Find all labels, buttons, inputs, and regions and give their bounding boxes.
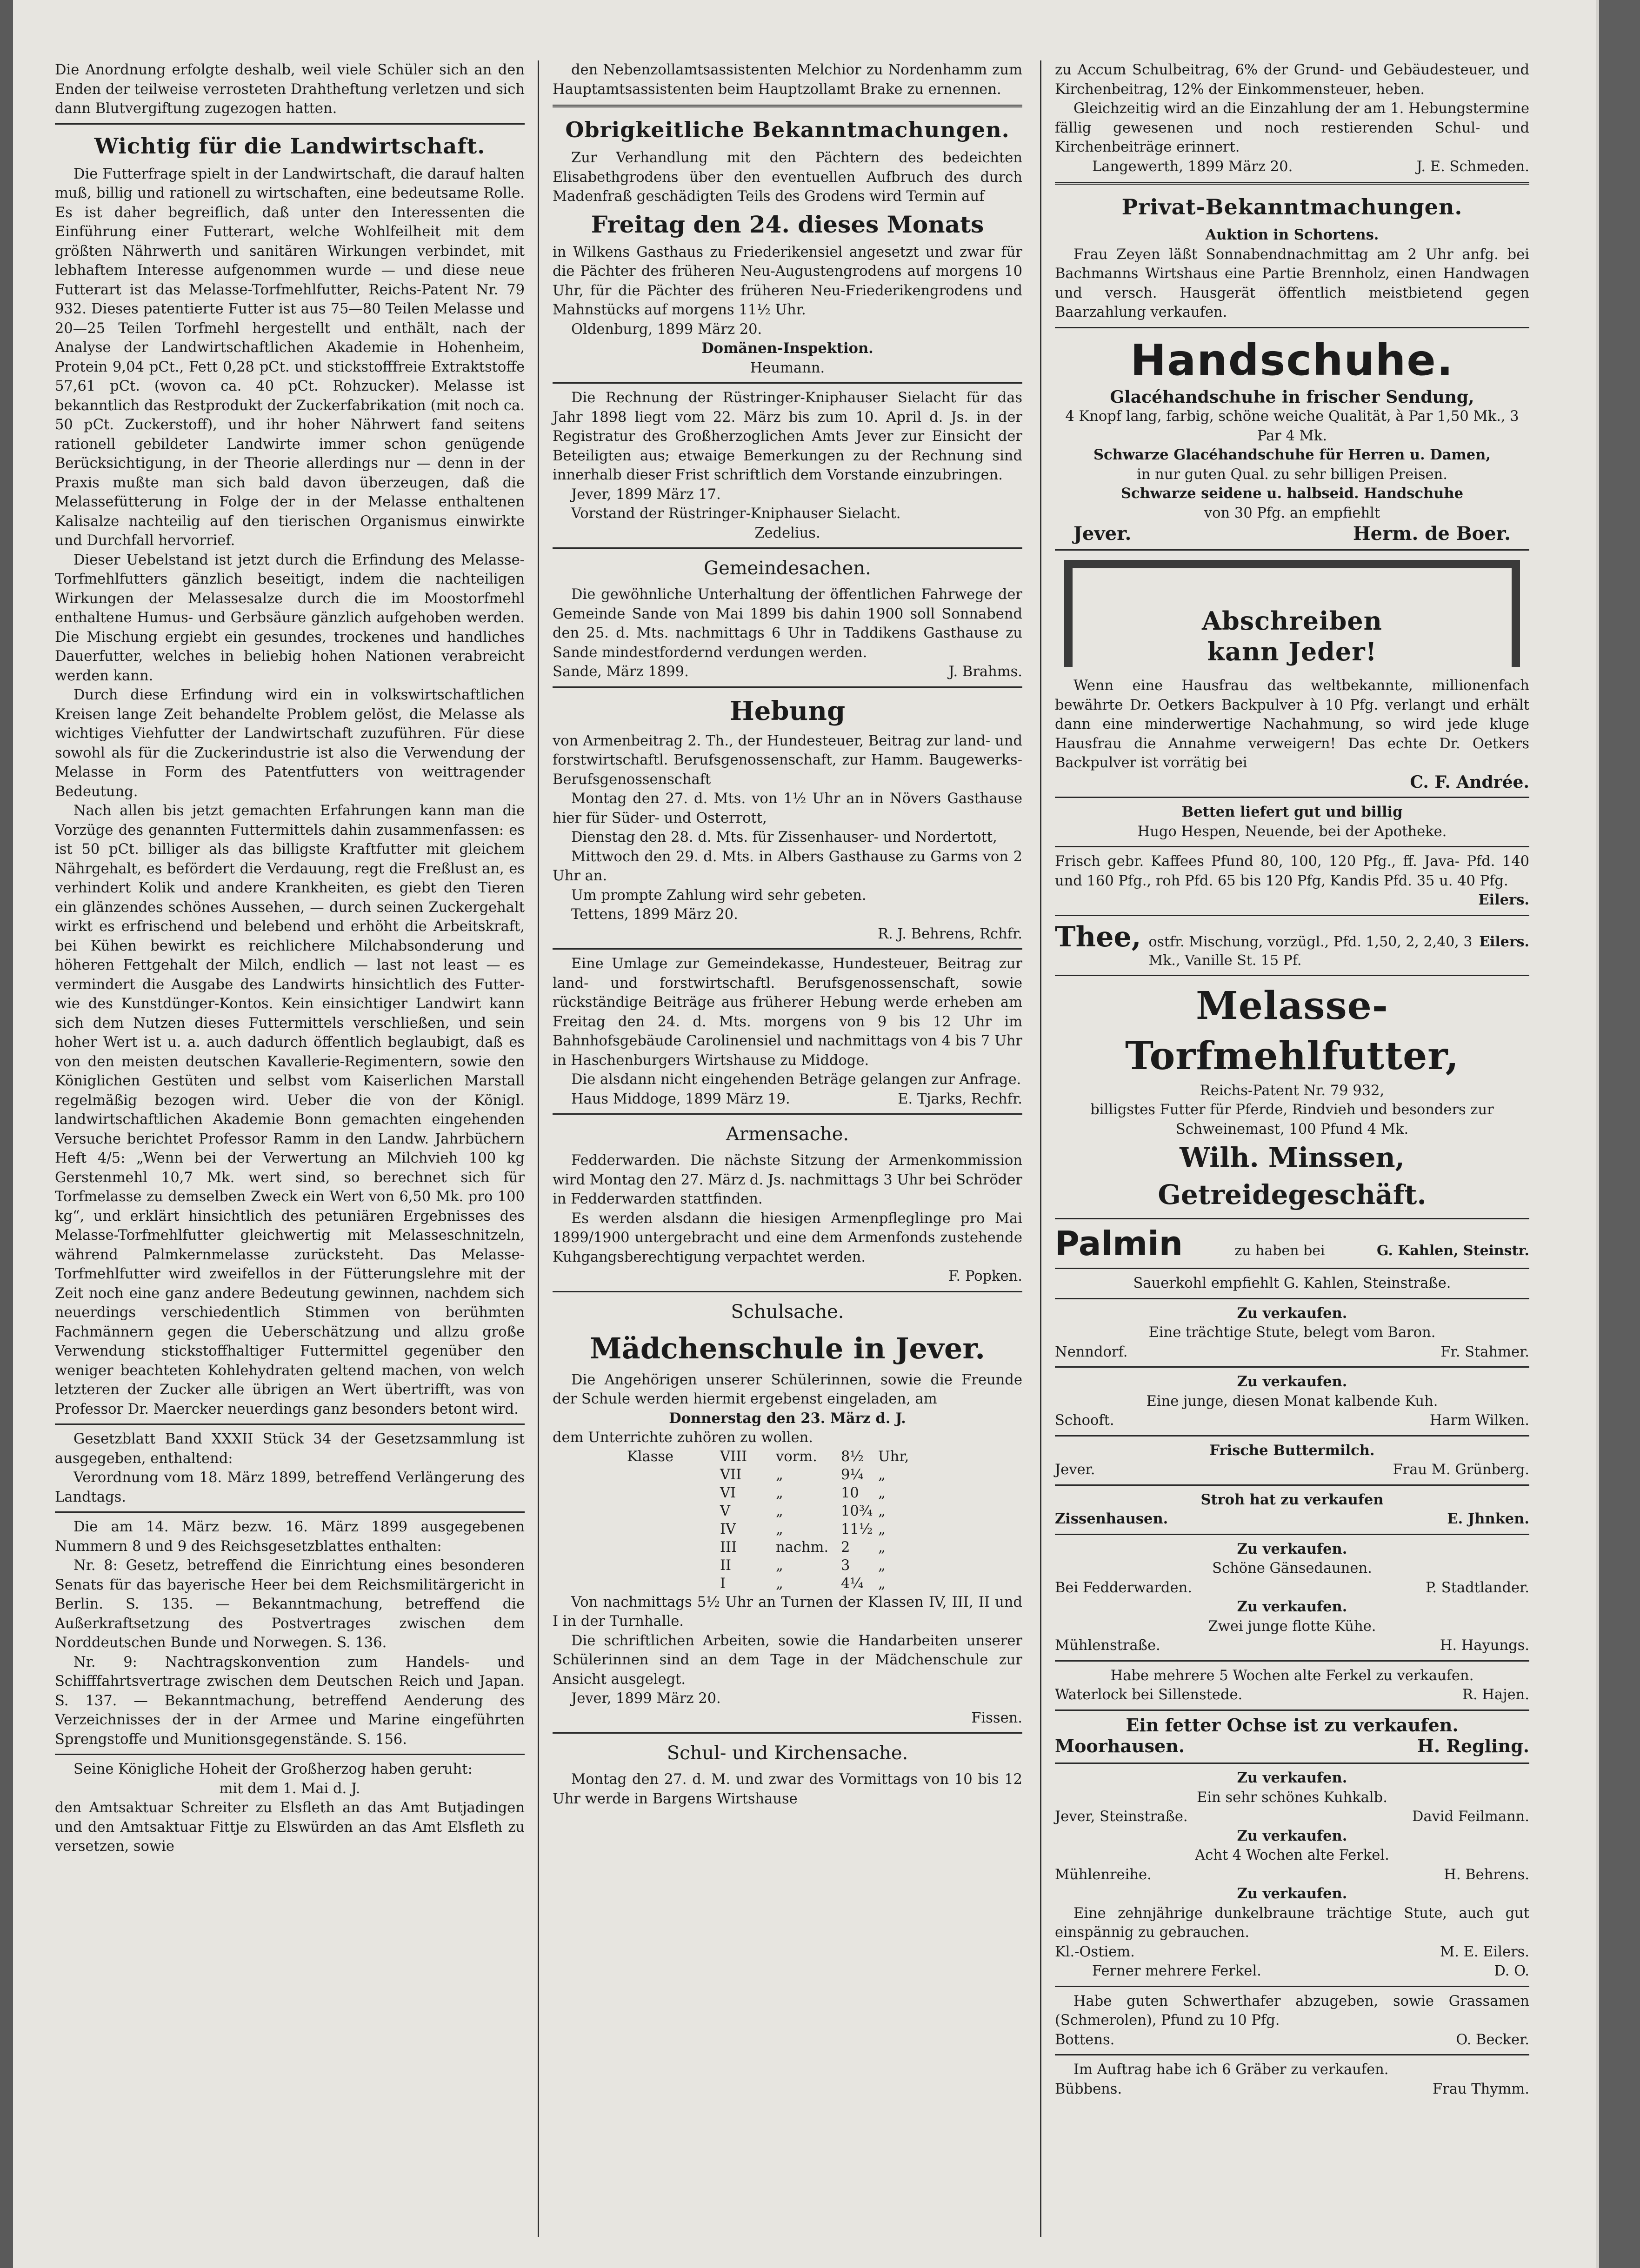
ad-place: Schooft.	[1055, 1412, 1114, 1429]
ad-signature: M. E. Eilers.	[1440, 1943, 1529, 1960]
schedule-cell: „	[776, 1503, 783, 1519]
section-title: Privat-Bekanntmachungen.	[1121, 194, 1463, 219]
divider	[1055, 2054, 1529, 2055]
schedule-cell: IV	[720, 1521, 736, 1537]
ad-text: Wenn eine Hausfrau das weltbekannte, millionenfach bewährte Dr. Oetkers Backpulver à 10 Pfg. verlangt und erhält dann eine minderwertige Nachahmung, so wird jede kluge Hausfrau die Annahme verweigern! Das echte Dr. Oetkers Backpulver ist vorrätig bei	[1055, 678, 1529, 771]
notice-org: Domänen-Inspektion.	[701, 340, 873, 357]
ad-title: Zu verkaufen.	[1237, 1540, 1347, 1557]
ad-signature: D. O.	[1494, 1963, 1529, 1979]
notice-text: Es werden alsdann die hiesigen Armenpfleglinge pro Mai 1899/1900 untergebracht und eine dem Armenfonds zustehende Kuhgangsberechtigung verpachtet werden.	[553, 1210, 1022, 1265]
ad-signature: C. F. Andrée.	[1410, 772, 1529, 792]
schedule-cell	[627, 1556, 720, 1575]
divider	[1055, 1709, 1529, 1711]
divider	[553, 1291, 1022, 1292]
section-title: Schul- und Kirchensache.	[667, 1743, 908, 1764]
notice-text: dem Unterrichte zuhören zu wollen.	[553, 1430, 813, 1446]
notice-signature: J. Brahms.	[948, 664, 1022, 680]
notice-text: Mittwoch den 29. d. Mts. in Albers Gasthause zu Garms von 2 Uhr an.	[553, 848, 1022, 884]
notice-text: Eine Umlage zur Gemeindekasse, Hundesteuer, Beitrag zur land- und forstwirtschaftl. Berufsgenossenschaft, sowie rückständige Beiträge aus früherer Hebung werde erheben am Freitag den 24. d. Mts. morgens von 9 bis 12 Uhr im Bahnhofsgebäude Carolinensiel und nachmittags von 4 bis 7 Uhr in Haschenburgers Wirtshause zu Middoge.	[553, 956, 1022, 1069]
ad-place: Bottens.	[1055, 2031, 1115, 2048]
notice-text: Fedderwarden. Die nächste Sitzung der Armenkommission wird Montag den 27. März d. Js. nachmittags 3 Uhr bei Schröder in Fedderwarden stattfinden.	[553, 1152, 1022, 1207]
ad-place: Bei Fedderwarden.	[1055, 1579, 1192, 1596]
schedule-cell	[627, 1502, 720, 1520]
notice-text: zu Accum Schulbeitrag, 6% der Grund- und Gebäudesteuer, und Kirchenbeitrag, 12% der Einkommensteuer, heben.	[1055, 62, 1529, 98]
notice-text: Gleichzeitig wird an die Einzahlung der am 1. Hebungstermine fällig gewesenen und noch restierenden Schul- und Kirchenbeiträge erinnert.	[1055, 100, 1529, 155]
notice-text: in Wilkens Gasthaus zu Friederikensiel angesetzt und zwar für die Pächter des früheren Neu-Augustengrodens auf morgens 10 Uhr, für die Pächter des früheren Neu-Friederikengrodens und Mahnstücks auf morgens 11½ Uhr.	[553, 244, 1022, 318]
ad-text: von 30 Pfg. an empfiehlt	[1204, 505, 1380, 521]
notice-signature: Fissen.	[971, 1709, 1022, 1726]
notice-text: Von nachmittags 5½ Uhr an Turnen der Klassen IV, III, II und I in der Turnhalle.	[553, 1594, 1022, 1630]
ad-signature: P. Stadtlander.	[1426, 1579, 1529, 1596]
ad-footer	[1055, 2030, 1529, 2050]
ad-place: Bübbens.	[1055, 2081, 1122, 2097]
ad-signature: E. Jhnken.	[1447, 1510, 1529, 1527]
divider	[1055, 797, 1529, 798]
notice-signature: Zedelius.	[754, 525, 820, 541]
ad-signature: Harm Wilken.	[1429, 1412, 1529, 1429]
notice-text: Zur Verhandlung mit den Pächtern des bedeichten Elisabethgrodens über den eventuellen Aufbruch des durch Madenfraß geschädigten Teils des Grodens wird Termin auf	[553, 150, 1022, 205]
ad-footer	[1055, 1411, 1529, 1430]
section-title: Schulsache.	[731, 1301, 844, 1323]
notice-date: Freitag den 24. dieses Monats	[591, 210, 984, 238]
article-paragraph: Nach allen bis jetzt gemachten Erfahrungen kann man die Vorzüge des genannten Futtermittels dahin zusammenfassen: es ist 50 pCt. billiger als das billigste Kraftfutter mit gleichem Nährgehalt, es befördert die Verdauung, regt die Freßlust an, es verhindert Kolik und andere Krankheiten, es giebt den Tieren ein glänzendes schönes Aussehen, — durch seinen Zuckergehalt wirkt es erfrischend und belebend und erhöht die Arbeitskraft, bei Kühen bewirkt es reichlichere Milchabsonderung und höheren Fettgehalt der Milch, endlich — last not least — es vermindert die Ausgabe des Landwirts hinsichtlich des Futter- wie des Kunstdünger-Kontos. Kein einsichtiger Landwirt kann sich dem Nutzen dieses Futtermittels verschließen, und sein hoher Wert ist u. a. auch dadurch öffentlich beglaubigt, daß es von den meisten deutschen Kavallerie-Regimentern, sowie den Königlichen Gestüten und selbst vom Kaiserlichen Marstall regelmäßig bezogen wird. Ueber die von der Königl. landwirtschaftlichen Akademie Bonn gemachten eingehenden Versuche berichtet Professor Ramm in den Landw. Jahrbüchern Heft 4/5: „Wenn bei der Verwertung an Milchvieh 100 kg Gerstenmehl 10,7 Mk. wert sind, so berechnet sich für Torfmelasse zu demselben Zweck ein Wert von 6,50 Mk. pro 100 kg“, und erklärt hinsichtlich des petuniären Ergebnisses des Melasse-Torfmehlfutter gleichwertig mit Melasseschnitzeln, während Palmkernmelasse zurücksteht. Das Melasse-Torfmehlfutter wird zweifellos in der Fütterungslehre mit der Zeit noch eine ganz andere Bedeutung gewinnen, nachdem sich neuerdings verschiedentlich Stimmen von berühmten Fachmännern gegen die Ueberschätzung und allzu große Verwendung stickstoffhaltiger Futtermittel gegenüber den weniger beachteten Kohlehydraten geltend machen, von welch letzteren der Zucker alle übrigen an Wert übertrifft, was von Professor Dr. Maercker neuerdings ganz besonders betont wird.	[55, 803, 525, 1417]
scan-margin	[1599, 0, 1640, 2268]
article-paragraph: Die Futterfrage spielt in der Landwirtschaft, die darauf halten muß, billig und rationell zu wirtschaften, eine bedeutsame Rolle. Es ist daher begreiflich, daß unter den Interessenten die Einführung einer Futterart, welche Wohlfeilheit mit dem größten Nährwerth und sanitären Wirkungen verbindet, mit lebhaftem Interesse aufgenommen wurde — und diese neue Futterart ist das Melasse-Torfmehlfutter, Reichs-Patent Nr. 79 932. Dieses patentierte Futter ist aus 75—80 Teilen Melasse und 20—25 Teilen Torfmehl hergestellt und enthält, nach der Analyse der Landwirtschaftlichen Akademie in Hohenheim, Protein 9,04 pCt., Fett 0,28 pCt. und stickstofffreie Extraktstoffe 57,61 pCt. (wovon ca. 40 pCt. Rohzucker). Melasse ist bekanntlich das Restprodukt der Zuckerfabrikation (mit noch ca. 50 pCt. Zuckerstoff), und ihr hoher Nährwert fand seitens rationell gebildeter Landwirte immer schon genügende Berücksichtigung, in der Theorie allerdings nur — denn in der Praxis mußte man sich bald davon überzeugen, daß die Melassefütterung in Folge der in der Melasse enthaltenen Kalisalze nachteilig auf den tierischen Organismus einwirkte und Durchfall hervorrief.	[55, 166, 525, 549]
notice-text: Montag den 27. d. Mts. von 1½ Uhr an in Növers Gasthause hier für Süder- und Osterrott,	[553, 791, 1022, 826]
ad-title: Zu verkaufen.	[1237, 1598, 1347, 1615]
ad-tea	[1055, 921, 1529, 970]
ad-title: Auktion in Schortens.	[1205, 226, 1379, 243]
section-title: Gemeindesachen.	[704, 558, 871, 579]
class-schedule	[627, 1448, 1022, 1593]
gesetz-notice: Nr. 9: Nachtragskonvention zum Handels- und Schifffahrtsvertrage zwischen dem Deutschen Reich und Japan. S. 137. — Bekanntmachung, betreffend Aenderung des Verzeichnisses der in der Armee und Marine eingeführten Sprengstoffe und Munitionsgegenstände. S. 156.	[55, 1654, 525, 1748]
notice-signature: J. E. Schmeden.	[1416, 158, 1529, 175]
ad-signature: David Feilmann.	[1412, 1809, 1529, 1825]
ad-text: Schwarze seidene u. halbseid. Handschuhe	[1120, 485, 1464, 502]
ad-frame	[1064, 560, 1520, 605]
ad-signature: Herm. de Boer.	[1353, 523, 1511, 545]
divider	[1055, 1484, 1529, 1486]
divider	[1055, 1534, 1529, 1535]
divider	[1055, 549, 1529, 551]
notice-footer	[1055, 157, 1529, 177]
ad-title: Zu verkaufen.	[1237, 1769, 1347, 1786]
ad-footer	[1055, 1942, 1529, 1962]
ad-signature: R. Hajen.	[1462, 1687, 1529, 1703]
schedule-cell	[627, 1575, 720, 1593]
notice-text: Dienstag den 28. d. Mts. für Zissenhauser- und Nordertott,	[571, 829, 997, 845]
schedule-cell: 8½	[841, 1448, 864, 1465]
ad-place: Nenndorf.	[1055, 1344, 1128, 1360]
notice-footer	[553, 1090, 1022, 1109]
divider	[1055, 915, 1529, 916]
ad-title: Ein fetter Ochse ist zu verkaufen.	[1126, 1714, 1459, 1736]
divider	[1055, 1268, 1529, 1269]
ad-place: Jever.	[1055, 1462, 1095, 1478]
ad-text: ostfr. Mischung, vorzügl., Pfd. 1,50, 2, 2,40, 3 Mk., Vanille St. 15 Pf.	[1148, 933, 1473, 969]
ad-signature: Eilers.	[1478, 891, 1529, 908]
divider	[1055, 182, 1529, 185]
gesetz-notice: Verordnung vom 18. März 1899, betreffend Verlängerung des Landtags.	[55, 1470, 525, 1505]
schedule-cell: 2	[841, 1539, 850, 1556]
notice-place: Tettens, 1899 März 20.	[571, 906, 738, 923]
divider	[553, 1113, 1022, 1115]
divider	[1055, 1298, 1529, 1299]
divider	[553, 686, 1022, 688]
grossherzog-notice: den Amtsaktuar Schreiter zu Elsfleth an das Amt Butjadingen und den Amtsaktuar Fittje zu Elswürden an das Amt Elsfleth zu versetzen, sowie	[55, 1800, 525, 1855]
ad-place: Mühlenstraße.	[1055, 1637, 1160, 1654]
ad-headline: kann Jeder!	[1207, 637, 1377, 666]
divider	[1055, 975, 1529, 976]
ad-text: Habe mehrere 5 Wochen alte Ferkel zu verkaufen.	[1110, 1667, 1474, 1684]
ad-text: Schwarze Glacéhandschuhe für Herren u. Damen,	[1093, 446, 1491, 463]
divider	[55, 1423, 525, 1425]
notice-place: Oldenburg, 1899 März 20.	[571, 321, 762, 338]
ad-footer	[1055, 1510, 1529, 1529]
schedule-cell: 10	[841, 1484, 859, 1501]
ad-place: Kl.-Ostiem.	[1055, 1943, 1135, 1960]
schedule-cell: „	[878, 1557, 886, 1574]
ad-signature: H. Hayungs.	[1440, 1637, 1529, 1654]
ad-footer	[1055, 1343, 1529, 1362]
notice-place: Jever, 1899 März 20.	[571, 1690, 721, 1707]
article-paragraph: Durch diese Erfindung wird ein in volkswirtschaftlichen Kreisen lange Zeit behandelte Problem gelöst, die Melasse als wichtiges Viehfutter der Landwirtschaft zuzuführen. Für diese sowohl als für die Zuckerindustrie ist also die Verwendung der Melasse in Form des Patentfutters von weittragender Bedeutung.	[55, 687, 525, 800]
divider	[553, 382, 1022, 384]
schedule-cell: „	[878, 1503, 886, 1519]
schedule-cell: „	[878, 1484, 886, 1501]
notice-text: Montag den 27. d. M. und zwar des Vormittags von 10 bis 12 Uhr werde in Bargens Wirtshause	[553, 1771, 1022, 1807]
divider	[553, 1732, 1022, 1734]
divider	[1055, 1763, 1529, 1764]
article-paragraph: Dieser Uebelstand ist jetzt durch die Erfindung des Melasse-Torfmehlfutters gänzlich beseitigt, indem die nachteiligen Wirkungen der Melassesalze durch die im Moostorfmehl enthaltene Humus- und Gerbsäure gänzlich aufgehoben werden. Die Mischung ergiebt ein gesundes, trockenes und handliches Dauerfutter, welches in beliebig hohen Nationen verabreicht werden kann.	[55, 552, 525, 684]
notice-text: Die schriftlichen Arbeiten, sowie die Handarbeiten unserer Schülerinnen sind an dem Tage in der Mädchenschule zur Ansicht ausgelegt.	[553, 1632, 1022, 1688]
ad-place: Waterlock bei Sillenstede.	[1055, 1687, 1243, 1703]
schedule-cell	[627, 1538, 720, 1556]
ad-title: Frische Buttermilch.	[1209, 1442, 1375, 1459]
column-rule	[1040, 60, 1041, 2237]
ad-text: Ferner mehrere Ferkel.	[1092, 1963, 1261, 1979]
ad-headline: Wilh. Minssen, Getreidegeschäft.	[1158, 1142, 1427, 1210]
ad-place: Jever, Steinstraße.	[1055, 1809, 1188, 1825]
divider	[55, 123, 525, 125]
ad-headline: Melasse-Torfmehlfutter,	[1125, 983, 1460, 1078]
notice-text: von Armenbeitrag 2. Th., der Hundesteuer, Beitrag zur land- und forstwirtschaftl. Berufsgenossenschaft, zur Hamm. Baugewerks-Berufsgenossenschaft	[553, 732, 1022, 788]
column-rule	[538, 60, 539, 2237]
grossherzog-date: mit dem 1. Mai d. J.	[219, 1780, 360, 1797]
ad-place: Zissenhausen.	[1055, 1510, 1168, 1527]
ad-signature: O. Becker.	[1456, 2031, 1529, 2048]
ad-footer	[1055, 1636, 1529, 1656]
schedule-cell: „	[776, 1521, 783, 1537]
ad-signature: G. Kahlen, Steinstr.	[1376, 1243, 1529, 1259]
ad-title: Stroh hat zu verkaufen	[1200, 1491, 1384, 1508]
divider	[1055, 1435, 1529, 1437]
ad-text: billigstes Futter für Pferde, Rindvieh und besonders zur Schweinemast, 100 Pfund 4 Mk.	[1090, 1102, 1494, 1137]
ad-footer	[1055, 1578, 1529, 1598]
column-3	[1055, 60, 1529, 2099]
notice-place: Langewerth, 1899 März 20.	[1092, 158, 1293, 175]
article-title: Wichtig für die Landwirtschaft.	[94, 133, 486, 159]
ad-text: Habe guten Schwerthafer abzugeben, sowie Grassamen (Schmerolen), Pfund zu 10 Pfg.	[1055, 1993, 1529, 2029]
schedule-cell: 9¼	[841, 1466, 864, 1483]
ad-frame-body	[1064, 605, 1520, 667]
ad-text: zu haben bei	[1234, 1243, 1325, 1259]
schedule-cell: Klasse	[627, 1448, 674, 1465]
divider	[1055, 1986, 1529, 1987]
ad-title: Zu verkaufen.	[1237, 1827, 1347, 1844]
divider	[553, 547, 1022, 549]
ad-text: Hugo Hespen, Neuende, bei der Apotheke.	[1137, 823, 1447, 840]
notice-place: Haus Middoge, 1899 März 19.	[571, 1091, 790, 1107]
section-title: Obrigkeitliche Bekanntmachungen.	[565, 117, 1010, 142]
ad-text: Acht 4 Wochen alte Ferkel.	[1195, 1847, 1389, 1863]
ad-text: Betten liefert gut und billig	[1181, 804, 1403, 820]
ad-text: 4 Knopf lang, farbig, schöne weiche Qualität, à Par 1,50 Mk., 3 Par 4 Mk.	[1065, 408, 1519, 444]
schedule-cell	[627, 1484, 720, 1502]
schedule-cell: „	[776, 1575, 783, 1592]
notice-text: Die Angehörigen unserer Schülerinnen, sowie die Freunde der Schule werden hiermit ergebenst eingeladen, am	[553, 1371, 1022, 1407]
ad-signature: Frau M. Grünberg.	[1393, 1462, 1529, 1478]
schedule-cell: „	[776, 1484, 783, 1501]
notice-date: Donnerstag den 23. März d. J.	[669, 1410, 906, 1427]
schedule-cell: nachm.	[776, 1539, 829, 1556]
schedule-cell: „	[878, 1466, 886, 1483]
gesetz-notice: Die am 14. März bezw. 16. März 1899 ausgegebenen Nummern 8 und 9 des Reichsgesetzblattes enthalten:	[55, 1519, 525, 1555]
ad-footer	[1055, 1685, 1529, 1705]
ad-signature: Fr. Stahmer.	[1440, 1344, 1529, 1360]
ad-place: Jever.	[1073, 523, 1132, 545]
notice-place: Jever, 1899 März 17.	[571, 486, 721, 503]
notice-signature: Heumann.	[750, 359, 825, 376]
notice-org: Vorstand der Rüstringer-Kniphauser Sielacht.	[571, 505, 901, 522]
ad-footer	[1055, 1962, 1529, 1981]
schedule-cell: 3	[841, 1557, 850, 1574]
ad-footer	[1055, 523, 1529, 545]
column-1	[55, 60, 525, 1856]
schedule-cell: „	[776, 1466, 783, 1483]
ad-signature: Frau Thymm.	[1432, 2081, 1529, 2097]
schedule-cell	[627, 1466, 720, 1484]
notice-text: Um prompte Zahlung wird sehr gebeten.	[571, 887, 867, 904]
notice-text: Die alsdann nicht eingehenden Beträge gelangen zur Anfrage.	[571, 1071, 1021, 1088]
ad-headline: Handschuhe.	[1130, 335, 1454, 385]
notice-signature: F. Popken.	[948, 1268, 1022, 1284]
notice-text: den Nebenzollamtsassistenten Melchior zu Nordenhamm zum Hauptamtsassistenten beim Hauptzollamt Brake zu ernennen.	[553, 62, 1022, 98]
ad-text: Eine junge, diesen Monat kalbende Kuh.	[1146, 1393, 1438, 1410]
schedule-cell: „	[878, 1521, 886, 1537]
section-title: Armensache.	[726, 1124, 849, 1145]
newspaper-page	[13, 0, 1599, 2268]
intro-paragraph: Die Anordnung erfolgte deshalb, weil viele Schüler sich an den Enden der teilweise verrosteten Drahtheftung verletzen und sich dann Blutvergiftung zugezogen hatten.	[55, 62, 525, 117]
divider	[55, 1511, 525, 1513]
ad-signature: H. Regling.	[1417, 1736, 1529, 1756]
notice-text: Die Rechnung der Rüstringer-Kniphauser Sielacht für das Jahr 1898 liegt vom 22. März bis zum 10. April d. Js. in der Registratur des Großherzoglichen Amts Jever zur Einsicht der Beteiligten aus; etwaige Bemerkungen zu der Rechnung sind innerhalb dieser Frist schriftlich dem Vorstande einzubringen.	[553, 390, 1022, 483]
divider	[1055, 327, 1529, 328]
ad-palmin	[1055, 1224, 1529, 1263]
ad-text: Eine trächtige Stute, belegt vom Baron.	[1148, 1324, 1436, 1341]
ad-footer	[1055, 1865, 1529, 1885]
ad-title: Zu verkaufen.	[1237, 1304, 1347, 1322]
notice-footer	[553, 662, 1022, 682]
ad-footer	[1055, 1735, 1529, 1758]
divider	[1055, 1366, 1529, 1368]
ad-text: Sauerkohl empfiehlt G. Kahlen, Steinstraße.	[1133, 1275, 1451, 1291]
ad-footer	[1055, 2080, 1529, 2099]
notice-place: Sande, März 1899.	[553, 664, 689, 680]
scan-edge	[0, 0, 13, 2268]
schedule-cell: 10¾	[841, 1503, 873, 1519]
divider	[553, 105, 1022, 107]
schedule-cell: „	[878, 1575, 886, 1592]
ad-text: Eine zehnjährige dunkelbraune trächtige Stute, auch gut einspännig zu gebrauchen.	[1055, 1905, 1529, 1941]
schedule-cell: VII	[720, 1466, 742, 1483]
schedule-cell: I	[720, 1575, 726, 1592]
ad-place: Moorhausen.	[1055, 1736, 1185, 1756]
schedule-cell: V	[720, 1503, 731, 1519]
ad-text: Reichs-Patent Nr. 79 932,	[1200, 1082, 1385, 1099]
ad-place: Mühlenreihe.	[1055, 1866, 1152, 1883]
ad-text: Frisch gebr. Kaffees Pfund 80, 100, 120 Pfg., ff. Java- Pfd. 140 und 160 Pfg., roh Pfd. 65 bis 120 Pfg, Kandis Pfd. 35 u. 40 Pfg.	[1055, 853, 1529, 889]
divider	[1055, 846, 1529, 847]
schedule-cell: „	[776, 1557, 783, 1574]
ad-text: Frau Zeyen läßt Sonnabendnachmittag am 2 Uhr anfg. bei Bachmanns Wirtshaus eine Partie Brennholz, einen Handwagen und versch. Hausgerät öffentlich meistbietend gegen Baarzahlung verkaufen.	[1055, 246, 1529, 320]
schedule-cell: 4¼	[841, 1575, 864, 1592]
ad-text: Glacéhandschuhe in frischer Sendung,	[1110, 387, 1474, 407]
ad-text: Im Auftrag habe ich 6 Gräber zu verkaufen.	[1073, 2062, 1389, 2078]
ad-signature: Eilers.	[1479, 933, 1529, 950]
schedule-cell: II	[720, 1557, 732, 1574]
gesetz-notice: Gesetzblatt Band XXXII Stück 34 der Gesetzsammlung ist ausgegeben, enthaltend:	[55, 1431, 525, 1467]
schedule-cell: 11½	[841, 1521, 873, 1537]
school-title: Mädchenschule in Jever.	[590, 1331, 985, 1365]
notice-signature: R. J. Behrens, Rchfr.	[878, 925, 1022, 942]
schedule-cell: VIII	[720, 1448, 747, 1465]
divider	[1055, 1660, 1529, 1662]
notice-signature: E. Tjarks, Rechfr.	[898, 1091, 1022, 1107]
ad-text: Schöne Gänsedaunen.	[1212, 1560, 1372, 1576]
ad-text: in nur guten Qual. zu sehr billigen Preisen.	[1137, 466, 1447, 483]
ad-signature: H. Behrens.	[1444, 1866, 1529, 1883]
ad-footer	[1055, 1460, 1529, 1480]
ad-headline: Palmin	[1055, 1224, 1183, 1263]
ad-text: Ein sehr schönes Kuhkalb.	[1197, 1789, 1387, 1806]
column-2	[553, 60, 1022, 1809]
grossherzog-notice: Seine Königliche Hoheit der Großherzog haben geruht:	[73, 1761, 473, 1777]
divider	[55, 1754, 525, 1755]
ad-footer	[1055, 1807, 1529, 1827]
ad-headline: Abschreiben	[1202, 606, 1382, 636]
divider	[1055, 1218, 1529, 1219]
divider	[553, 948, 1022, 950]
ad-title: Zu verkaufen.	[1237, 1373, 1347, 1390]
ad-title: Zu verkaufen.	[1237, 1885, 1347, 1902]
ad-text: Zwei junge flotte Kühe.	[1208, 1618, 1376, 1635]
gesetz-notice: Nr. 8: Gesetz, betreffend die Einrichtung eines besonderen Senats für das bayerische Heer bei dem Reichsmilitärgericht in Berlin. S. 135. — Bekanntmachung, betreffend die Außerkraftsetzung des Postvertrages zwischen dem Norddeutschen Bunde und Norwegen. S. 136.	[55, 1557, 525, 1651]
schedule-cell: Uhr,	[878, 1448, 909, 1465]
schedule-cell	[627, 1520, 720, 1538]
schedule-cell: vorm.	[776, 1448, 817, 1465]
schedule-cell: „	[878, 1539, 886, 1556]
ad-headline: Thee,	[1055, 920, 1141, 953]
section-title: Hebung	[729, 695, 846, 726]
schedule-cell: III	[720, 1539, 737, 1556]
notice-text: Die gewöhnliche Unterhaltung der öffentlichen Fahrwege der Gemeinde Sande von Mai 1899 bis dahin 1900 soll Sonnabend den 25. d. Mts. nachmittags 6 Uhr in Taddikens Gasthause zu Sande mindestfordernd verdungen werden.	[553, 586, 1022, 661]
schedule-cell: VI	[720, 1484, 736, 1501]
